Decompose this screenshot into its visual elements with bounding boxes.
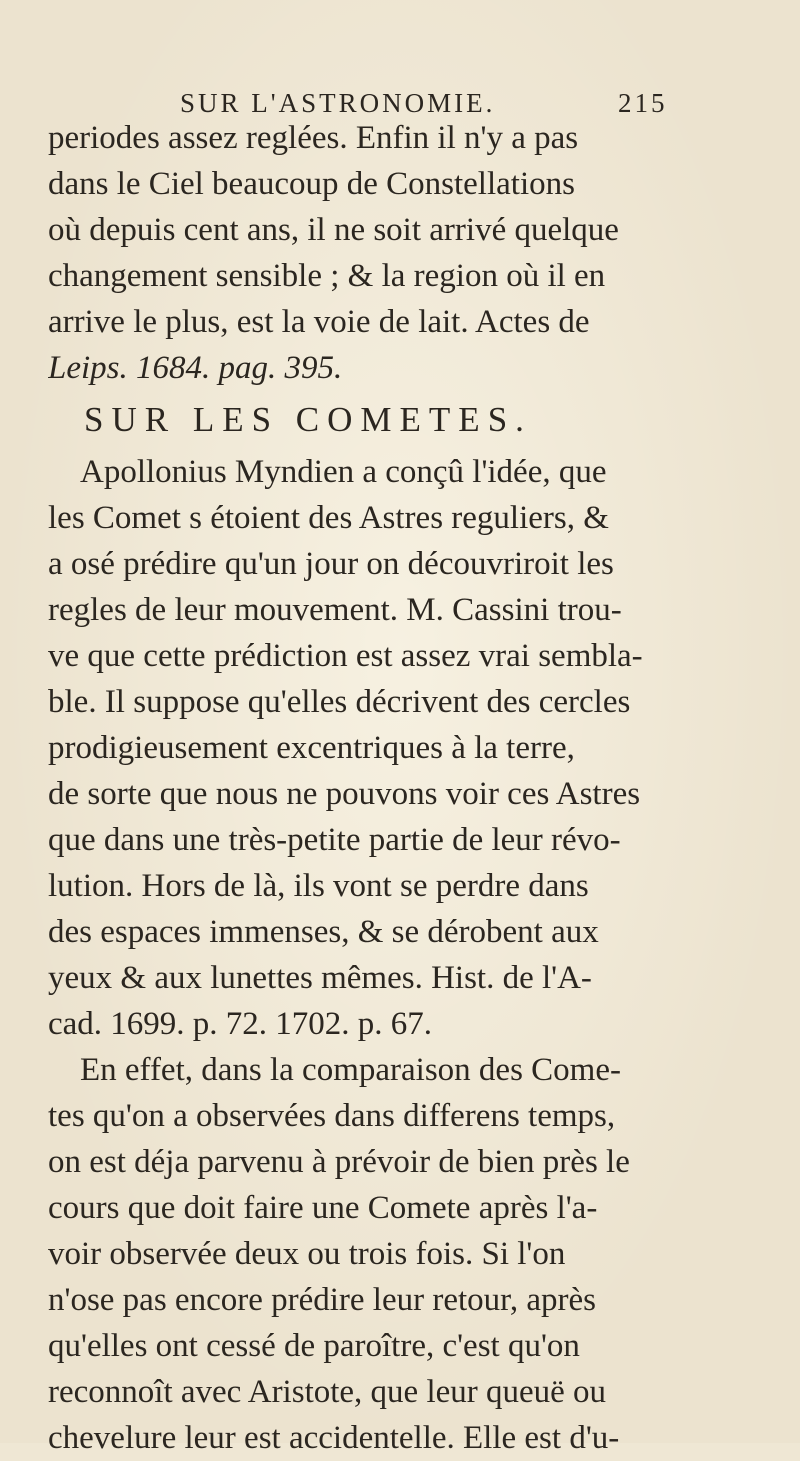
text-line-citation: Leips. 1684. pag. 395. [48, 350, 343, 386]
text-line: chevelure leur est accidentelle. Elle est d'u- [48, 1420, 620, 1456]
text-line: qu'elles ont cessé de paroître, c'est qu'on [48, 1328, 580, 1364]
text-line: ve que cette prédiction est assez vrai sembla- [48, 638, 643, 674]
running-title: SUR L'ASTRONOMIE. [180, 88, 496, 118]
text-line: Apollonius Myndien a conçû l'idée, que [80, 454, 607, 490]
text-line: tes qu'on a observées dans differens temps, [48, 1098, 616, 1134]
text-line: ble. Il suppose qu'elles décrivent des cercles [48, 684, 631, 720]
text-line: dans le Ciel beaucoup de Constellations [48, 166, 575, 202]
text-line: de sorte que nous ne pouvons voir ces Astres [48, 776, 641, 812]
text-line: yeux & aux lunettes mêmes. Hist. de l'A- [48, 960, 592, 996]
text-line: arrive le plus, est la voie de lait. Actes de [48, 304, 590, 340]
section-heading: SUR LES COMETES. [84, 400, 532, 439]
text-line: periodes assez reglées. Enfin il n'y a pas [48, 120, 579, 156]
text-line: on est déja parvenu à prévoir de bien près le [48, 1144, 630, 1180]
text-line: n'ose pas encore prédire leur retour, après [48, 1282, 596, 1318]
text-line: cours que doit faire une Comete après l'a- [48, 1190, 598, 1226]
text-line-citation: cad. 1699. p. 72. 1702. p. 67. [48, 1006, 433, 1042]
text-line: des espaces immenses, & se dérobent aux [48, 914, 599, 950]
text-line: regles de leur mouvement. M. Cassini trou- [48, 592, 622, 628]
text-line: reconnoît avec Aristote, que leur queuë ou [48, 1374, 607, 1410]
text-line: voir observée deux ou trois fois. Si l'on [48, 1236, 566, 1272]
text-line: changement sensible ; & la region où il en [48, 258, 606, 294]
text-line: où depuis cent ans, il ne soit arrivé quelque [48, 212, 619, 248]
text-line: En effet, dans la comparaison des Come- [80, 1052, 621, 1088]
text-line: prodigieusement excentriques à la terre, [48, 730, 575, 766]
text-line: lution. Hors de là, ils vont se perdre dans [48, 868, 589, 904]
text-line: a osé prédire qu'un jour on découvriroit les [48, 546, 614, 582]
page-body [48, 115, 763, 1461]
text-line: que dans une très-petite partie de leur révo- [48, 822, 621, 858]
page-number: 215 [618, 88, 668, 118]
text-line: les Comet s étoient des Astres reguliers, & [48, 500, 609, 536]
